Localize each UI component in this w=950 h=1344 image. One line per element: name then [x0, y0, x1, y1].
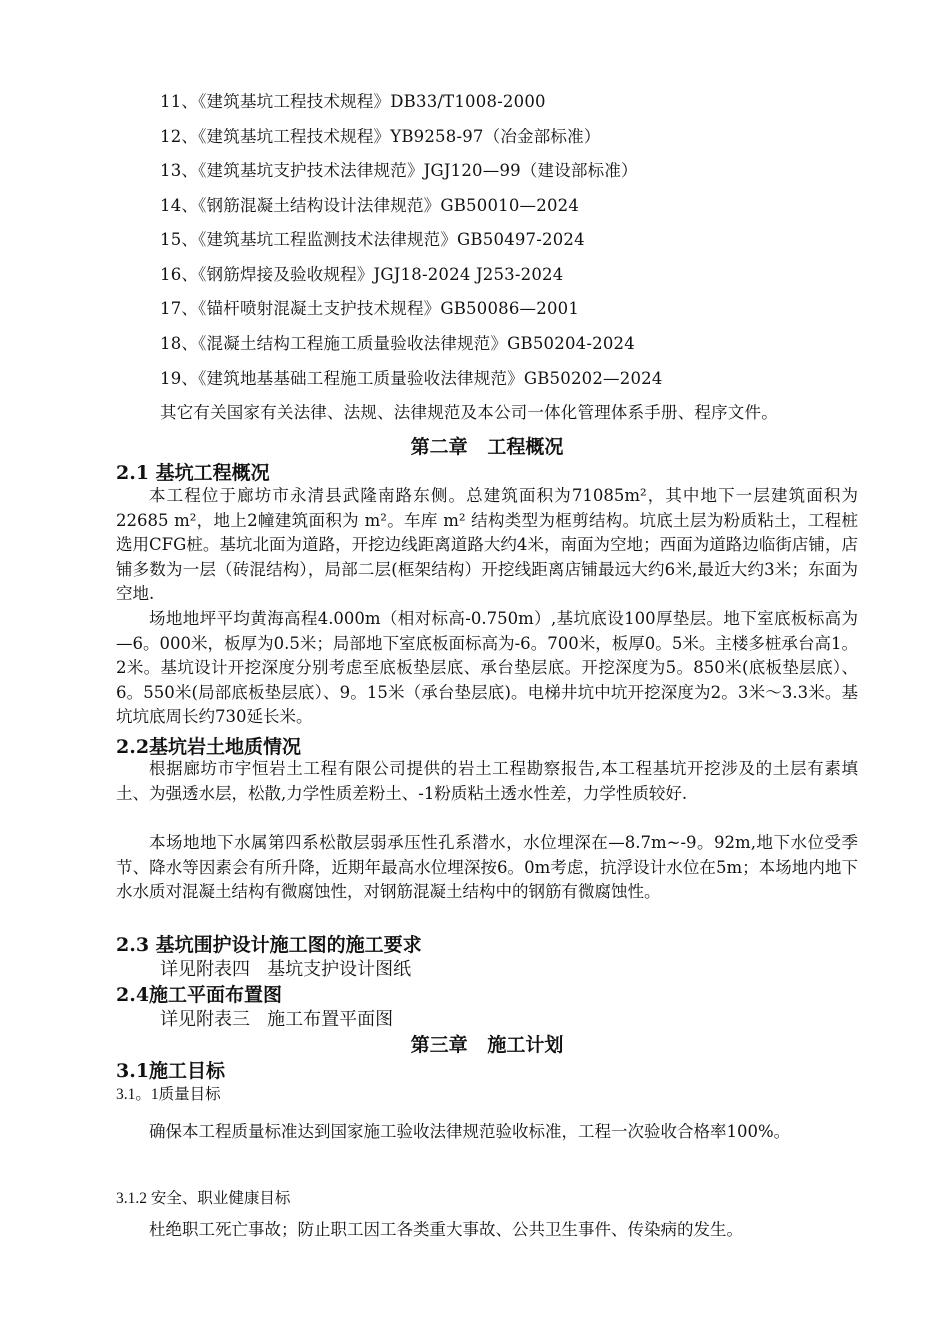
paragraph: 本工程位于廊坊市永清县武隆南路东侧。总建筑面积为71085m²，其中地下一层建筑面积为22685 m²，地上2幢建筑面积为 m²。车库 m² 结构类型为框剪结构。坑底土层为粉质粘土，工程桩选用CFG桩。基坑北面为道路，开挖边线距离道路大约4米，南面为空地；西面为道路边临街店铺，店铺多数为一层（砖混结构），局部二层(框架结构）开挖线距离店铺最远大约6米,最近大约3米；东面为空地. — [116, 486, 858, 604]
subsection-heading: 3.1。1质量目标 — [116, 1086, 221, 1103]
reference-item: 15、《建筑基坑工程监测技术法律规范》GB50497-2024 — [160, 230, 585, 249]
reference-item: 11、《建筑基坑工程技术规程》DB33/T1008-2000 — [160, 92, 546, 111]
paragraph: 场地地坪平均黄海高程4.000m（相对标高-0.750m）,基坑底设100厚垫层。地下室底板标高为—6。000米，板厚为0.5米；局部地下室底板面标高为-6。700米，板厚0。5米。主楼多桩承台高1。2米。基坑设计开挖深度分别考虑至底板垫层底、承台垫层底。开挖深度为5。850米(底板垫层底）、6。550米(局部底板垫层底）、9。15米（承台垫层底)。电梯井坑中坑开挖深度为2。3米～3.3米。基坑坑底周长约730延长米。 — [116, 609, 858, 727]
reference-item: 14、《钢筋混凝土结构设计法律规范》GB50010—2024 — [160, 196, 580, 215]
section-heading: 2.4施工平面布置图 — [116, 984, 283, 1006]
section-heading: 2.1 基坑工程概况 — [116, 462, 270, 484]
reference-item: 18、《混凝土结构工程施工质量验收法律规范》GB50204-2024 — [160, 334, 635, 353]
see-appendix-note: 详见附表四 基坑支护设计图纸 — [160, 959, 412, 980]
other-documents-note: 其它有关国家有关法律、法规、法律规范及本公司一体化管理体系手册、程序文件。 — [160, 403, 778, 422]
see-appendix-note: 详见附表三 施工布置平面图 — [160, 1009, 394, 1030]
chapter-title: 第三章 施工计划 — [410, 1034, 564, 1056]
subsection-heading: 3.1.2 安全、职业健康目标 — [116, 1190, 291, 1207]
reference-item: 16、《钢筋焊接及验收规程》JGJ18-2024 J253-2024 — [160, 265, 564, 284]
section-heading: 2.2基坑岩土地质情况 — [116, 736, 302, 758]
paragraph: 根据廊坊市宇恒岩土工程有限公司提供的岩土工程勘察报告,本工程基坑开挖涉及的土层有素填土、为强透水层，松散,力学性质差粉土、-1粉质粘土透水性差，力学性质较好. — [116, 759, 858, 803]
paragraph: 本场地地下水属第四系松散层弱承压性孔系潜水，水位埋深在—8.7m~-9。92m,地下水位受季节、降水等因素会有所升降，近期年最高水位埋深按6。0m考虑，抗浮设计水位在5m；本场地内地下水水质对混凝土结构有微腐蚀性，对钢筋混凝土结构中的钢筋有微腐蚀性。 — [116, 833, 858, 902]
paragraph: 确保本工程质量标准达到国家施工验收法律规范验收标准，工程一次验收合格率100%。 — [149, 1122, 791, 1141]
chapter-title: 第二章 工程概况 — [410, 436, 564, 458]
section-heading: 3.1施工目标 — [116, 1060, 226, 1082]
reference-item: 17、《锚杆喷射混凝土支护技术规程》GB50086—2001 — [160, 299, 580, 318]
paragraph: 杜绝职工死亡事故；防止职工因工各类重大事故、公共卫生事件、传染病的发生。 — [149, 1220, 743, 1239]
reference-item: 19、《建筑地基基础工程施工质量验收法律规范》GB50202—2024 — [160, 369, 663, 388]
section-heading: 2.3 基坑围护设计施工图的施工要求 — [116, 934, 422, 956]
reference-item: 13、《建筑基坑支护技术法律规范》JGJ120—99（建设部标准） — [160, 161, 638, 180]
reference-item: 12、《建筑基坑工程技术规程》YB9258-97（冶金部标准） — [160, 127, 601, 146]
